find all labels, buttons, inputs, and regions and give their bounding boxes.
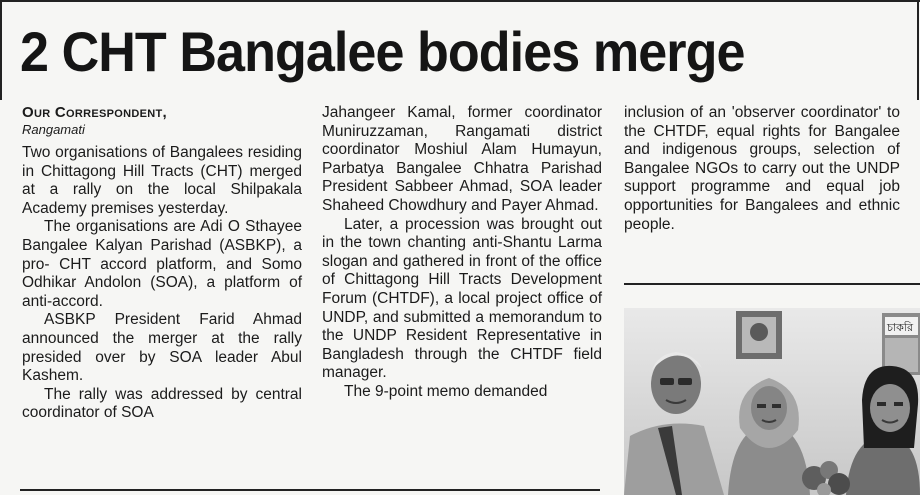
- article-column-2: [322, 104, 602, 402]
- right-rule: [917, 0, 919, 100]
- paragraph: ASBKP President Farid Ahmad announced the merger at the rally presided over by SOA leader Abul Kashem.: [22, 311, 302, 385]
- article-column-3: [624, 104, 900, 234]
- news-photo: [624, 308, 920, 495]
- headline: 2 CHT Bangalee bodies merge: [20, 20, 745, 83]
- paragraph: inclusion of an 'observer coordinator' to the CHTDF, equal rights for Bangalee and indigenous groups, selection of Bangalee NGOs to carry out the UNDP support programme and equal job opportunities for Bangalees and ethnic people.: [624, 104, 900, 233]
- article-column-1: [22, 104, 302, 423]
- sidebar-rule: [624, 283, 920, 285]
- left-rule: [0, 0, 2, 100]
- wall-sign-text: চাকরি: [887, 321, 914, 334]
- paragraph: Later, a procession was brought out in the town chanting anti-Shantu Larma slogan and gathered in front of the office of Chittagong Hill Tracts Development Forum (CHTDF), a local project office of UNDP, and submitted a memorandum to the UNDP Resident Representative in Bangladesh through the CHTDF field manager.: [322, 215, 602, 382]
- bottom-rule-left: [20, 489, 600, 491]
- paragraph: The 9-point memo demanded: [344, 382, 548, 400]
- paragraph: The rally was addressed by central coordinator of SOA: [22, 385, 302, 422]
- paragraph: Two organisations of Bangalees residing in Chittagong Hill Tracts (CHT) merged at a rally on the local Shilpakala Academy premises yesterday.: [22, 144, 302, 217]
- dateline: Rangamati: [22, 122, 85, 137]
- top-rule: [0, 0, 920, 2]
- paragraph: The organisations are Adi O Sthayee Bangalee Kalyan Parishad (ASBKP), a pro- CHT accord platform, and Somo Odhikar Andolon (SOA), a platform of anti-accord.: [22, 218, 302, 310]
- photo-illustration: [624, 308, 920, 495]
- byline: Our Correspondent,: [22, 104, 168, 121]
- paragraph: Jahangeer Kamal, former coordinator Muniruzzaman, Rangamati district coordinator Moshiul Alam Humayun, Parbatya Bangalee Chhatra Parishad President Sabbeer Ahmad, SOA leader Shaheed Chowdhury and Payer Ahmad.: [322, 104, 602, 214]
